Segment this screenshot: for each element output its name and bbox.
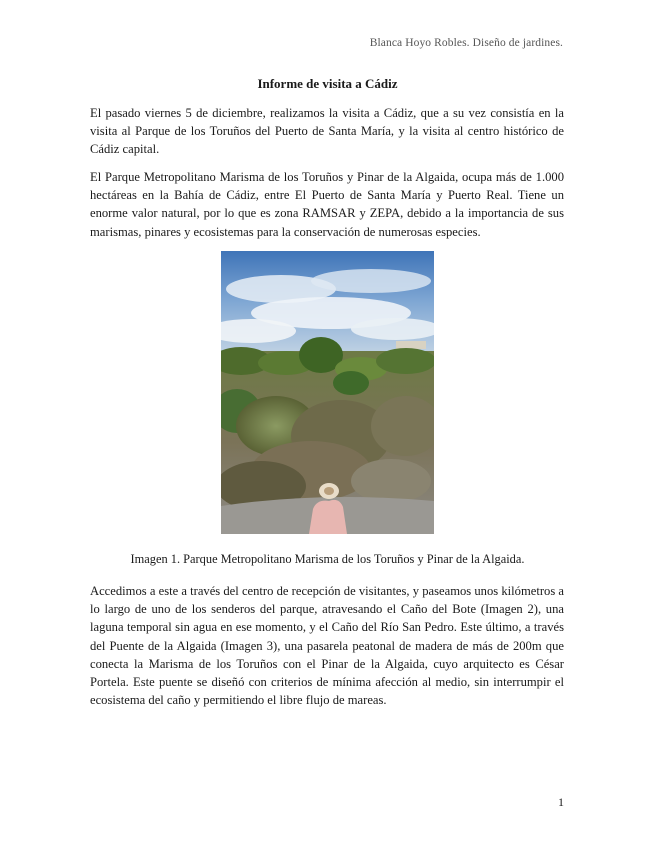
paragraph-intro: El pasado viernes 5 de diciembre, realizamos la visita a Cádiz, que a su vez consistía en la visita al Parque de los Toruños del Puerto de Santa María, y la visita al centro histórico de Cádiz capital. xyxy=(90,106,564,157)
page-header: Blanca Hoyo Robles. Diseño de jardines. xyxy=(369,37,563,49)
page-number: 1 xyxy=(558,795,564,809)
document-title: Informe de visita a Cádiz xyxy=(257,76,398,91)
figure-caption: Imagen 1. Parque Metropolitano Marisma de los Toruños y Pinar de la Algaida. xyxy=(130,552,525,566)
paragraph-park-description: El Parque Metropolitano Marisma de los Toruños y Pinar de la Algaida, ocupa más de 1.000 hectáreas en la Bahía de Cádiz, entre El Puerto de Santa María y Puerto Real. Tiene un enorme valor natural, por lo que es zona RAMSAR y ZEPA, debido a la importancia de sus marismas, pinares y ecosistemas para la conservación de numerosas especies. xyxy=(90,170,564,239)
paragraph-visit-route: Accedimos a este a través del centro de recepción de visitantes, y paseamos unos kilómetros a lo largo de uno de los senderos del parque, atravesando el Caño del Bote (Imagen 2), una laguna temporal sin agua en ese momento, y el Caño del Río San Pedro. Este último, a través del Puente de la Algaida (Imagen 3), una pasarela peatonal de madera de más de 200m que conecta la Marisma de los Toruños con el Pinar de la Algaida, cuyo arquitecto es César Portela. Este puente se diseñó con criterios de mínima afección al medio, sin interrumpir el ecosistema del caño y permitiendo el libre flujo de mareas. xyxy=(90,584,564,708)
park-photo xyxy=(221,251,434,534)
